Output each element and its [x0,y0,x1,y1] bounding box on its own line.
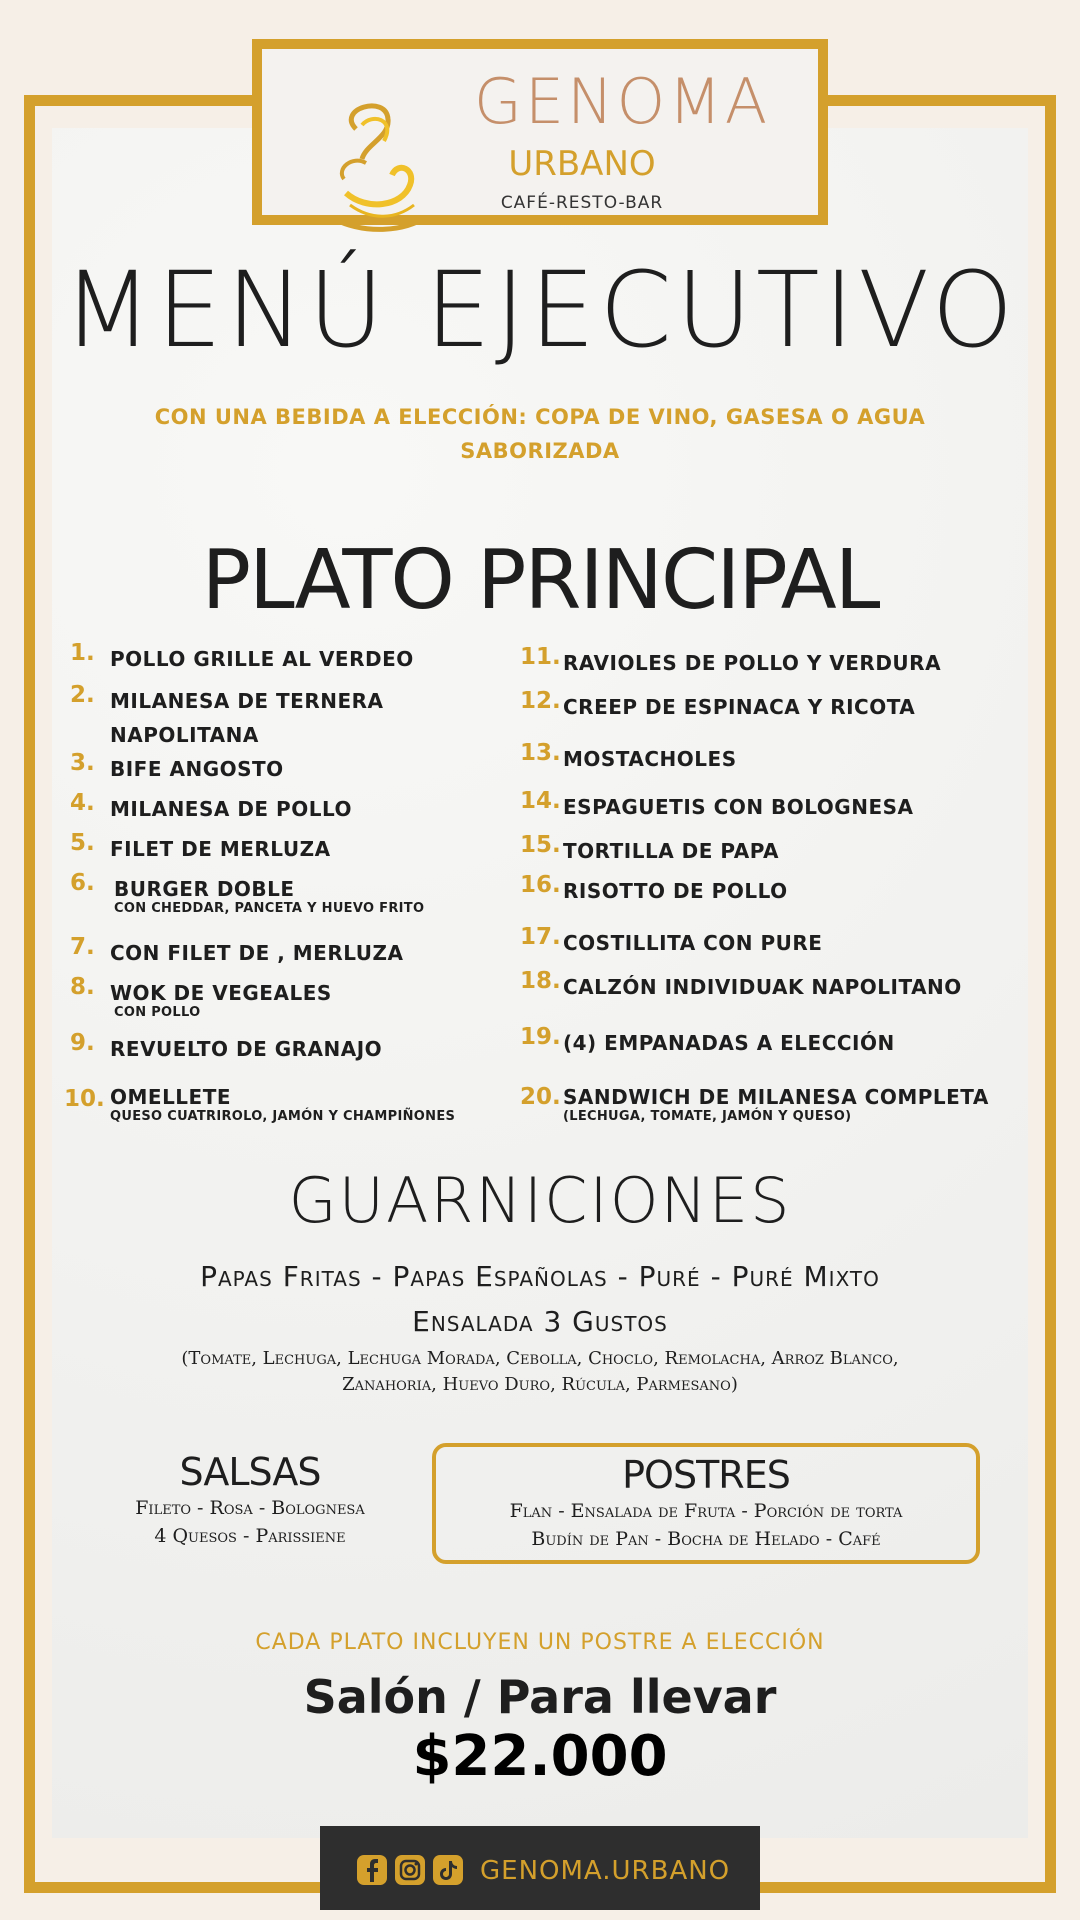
logo-tagline: CAFÉ-RESTO-BAR [500,193,664,213]
service-type: Salón / Para llevar [303,1670,777,1724]
coffee-cup-logo-icon [326,89,430,237]
postres-line-1: Flan - Ensalada de Fruta - Porción de torta [509,1500,903,1522]
item-number: 6. [70,870,95,896]
item-name: REVUELTO DE GRANAJO [110,1037,383,1061]
facebook-icon[interactable] [356,1854,388,1886]
item-number: 20. [520,1084,561,1110]
postres-section [432,1443,980,1564]
item-number: 15. [520,832,561,858]
item-number: 4. [70,790,95,816]
item-number: 10. [64,1086,105,1112]
item-number: 19. [520,1024,561,1050]
plato-principal-heading: PLATO PRINCIPAL [201,533,879,628]
item-number: 18. [520,968,561,994]
salsas-heading: SALSAS [179,1450,321,1494]
item-note: CON POLLO [114,1005,201,1020]
item-number: 13. [520,740,561,766]
tiktok-icon[interactable] [432,1854,464,1886]
item-number: 14. [520,788,561,814]
item-name: RISOTTO DE POLLO [563,879,788,903]
item-name: BURGER DOBLE [114,877,295,901]
item-number: 17. [520,924,561,950]
menu-price: $22.000 [412,1724,668,1789]
item-note: CON CHEDDAR, PANCETA Y HUEVO FRITO [114,901,425,916]
guarniciones-line-1: Papas Fritas - Papas Españolas - Puré - Puré Mixto [200,1260,880,1293]
salsas-section [90,1450,410,1550]
item-name: (4) EMPANADAS A ELECCIÓN [563,1031,895,1055]
item-name: COSTILLITA CON PURE [563,931,823,955]
guarniciones-line-2: Ensalada 3 Gustos [412,1305,668,1338]
item-name: ESPAGUETIS CON BOLOGNESA [563,795,914,819]
item-name: POLLO GRILLE AL VERDEO [110,647,414,671]
item-name: MOSTACHOLES [563,747,737,771]
item-name: OMELLETE [110,1085,232,1109]
menu-title: MENÚ EJECUTIVO [62,249,1018,371]
item-name: CREEP DE ESPINACA Y RICOTA [563,695,916,719]
item-name: BIFE ANGOSTO [110,757,284,781]
item-note: QUESO CUATRIROLO, JAMÓN Y CHAMPIÑONES [110,1109,456,1124]
item-number: 1. [70,640,95,666]
logo-urbano: URBANO [508,144,656,184]
item-number: 8. [70,974,95,1000]
item-name: CALZÓN INDIVIDUAK NAPOLITANO [563,975,962,999]
salsas-line-2: 4 Quesos - Parissiene [154,1525,346,1547]
salsas-line-1: Fileto - Rosa - Bolognesa [135,1497,365,1519]
item-number: 12. [520,688,561,714]
item-number: 5. [70,830,95,856]
menu-subtitle: CON UNA BEBIDA A ELECCIÓN: COPA DE VINO, GASESA O AGUA SABORIZADA [154,405,926,463]
item-name: CON FILET DE , MERLUZA [110,941,404,965]
item-name: SANDWICH DE MILANESA COMPLETA [563,1085,989,1109]
item-name: RAVIOLES DE POLLO Y VERDURA [563,651,942,675]
item-number: 16. [520,872,561,898]
logo-genoma: GENOMA [473,65,771,138]
item-name: MILANESA DE POLLO [110,797,352,821]
item-name: TORTILLA DE PAPA [563,839,779,863]
item-number: 3. [70,750,95,776]
item-name: FILET DE MERLUZA [110,837,331,861]
item-number: 11. [520,644,561,670]
item-number: 7. [70,934,95,960]
guarniciones-heading: GUARNICIONES [288,1164,792,1237]
postres-heading: POSTRES [622,1453,790,1497]
postres-line-2: Budín de Pan - Bocha de Helado - Café [531,1528,881,1550]
logo-box [252,39,828,225]
instagram-icon[interactable] [394,1854,426,1886]
social-footer [320,1826,760,1910]
item-number: 9. [70,1030,95,1056]
item-note: (LECHUGA, TOMATE, JAMÓN Y QUESO) [563,1109,852,1124]
social-handle[interactable]: GENOMA.URBANO [480,1856,731,1886]
guarniciones-note: (Tomate, Lechuga, Lechuga Morada, Cebolla, Choclo, Remolacha, Arroz Blanco, Zanahoria, Huevo Duro, Rúcula, Parmesano) [181,1348,899,1395]
item-number: 2. [70,682,95,708]
dessert-note: CADA PLATO INCLUYEN UN POSTRE A ELECCIÓN [255,1630,825,1655]
item-name: MILANESA DE TERNERA NAPOLITANA [110,689,384,747]
item-name: WOK DE VEGEALES [110,981,332,1005]
